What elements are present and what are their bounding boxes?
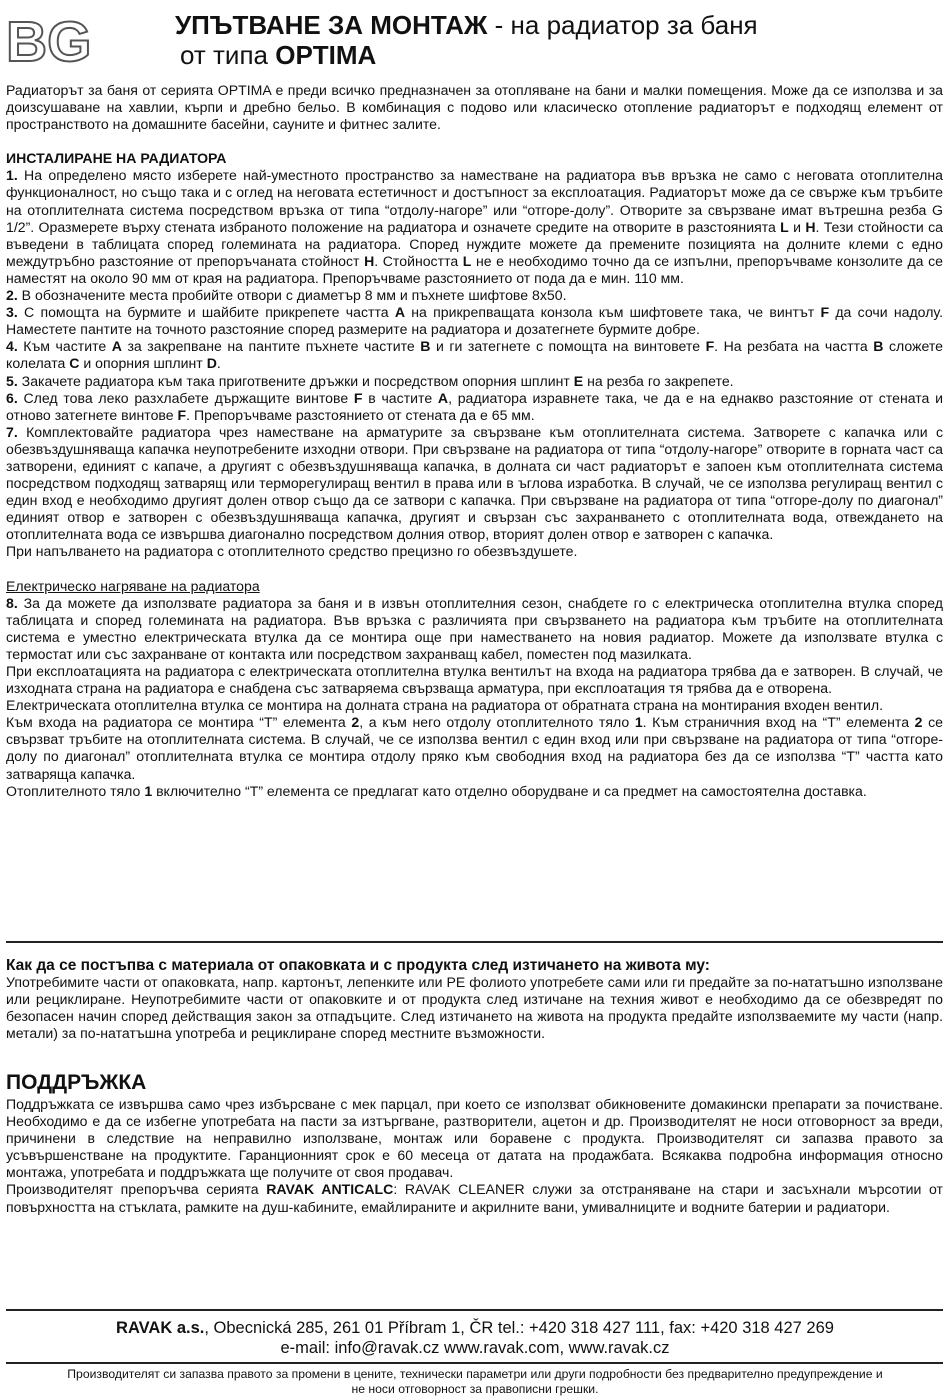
- step-6: [6, 390, 943, 424]
- step-4: [6, 338, 943, 372]
- step-3: [6, 304, 943, 338]
- text-segment: F: [820, 304, 830, 321]
- text-segment: . Препоръчваме разстоянието от стената да е 65 мм.: [186, 406, 535, 423]
- text-segment: F: [177, 406, 187, 423]
- text-segment: и ги затегнете с помощта на винтовете: [430, 338, 706, 355]
- electric-paragraph-4: [6, 714, 943, 782]
- step-7-note: При напълването на радиатора с отоплителното средство прецизно го обезвъздушете.: [6, 543, 578, 560]
- text-segment: 6.: [6, 389, 18, 406]
- text-segment: на прикрепващата конзола към шифтовете така, че винтът: [405, 304, 821, 321]
- company-address: , Obecnická 285, 261 01 Příbram 1, ČR tel.: +420 318 427 111, fax: +420 318 427 269: [204, 1319, 834, 1337]
- step-5: [6, 373, 943, 390]
- title-line-2: [175, 40, 758, 70]
- text-segment: в частите: [362, 389, 438, 406]
- text-segment: D: [206, 355, 217, 372]
- text-segment: RAVAK ANTICALC: [266, 1181, 394, 1198]
- text-segment: B: [873, 338, 884, 355]
- text-segment: , радиатора изравнете така, че да е на еднакво разстояние от стената и отново затегнете винтове: [6, 389, 943, 423]
- text-segment: . Към страничния вход на “T” елемента: [642, 714, 915, 731]
- text-segment: . На резбата на частта: [714, 338, 874, 355]
- text-segment: 5.: [6, 372, 18, 389]
- maintenance-heading: ПОДДРЪЖКА: [6, 1071, 147, 1094]
- text-segment: сложете колелата: [6, 338, 943, 372]
- footer-address-line: [0, 1318, 950, 1338]
- text-segment: Към входа на радиатора се монтира “T” елемента: [6, 714, 352, 731]
- title-model: OPTIMA: [275, 40, 377, 70]
- disclaimer: Производителят си запазва правото за промени в цените, технически параметри или други подробности без предварително предупреждение и не носи отговорност за правописни грешки.: [67, 1367, 883, 1396]
- maintenance-section: [6, 1096, 943, 1216]
- text-segment: 2: [351, 714, 360, 731]
- maintenance-text: Поддръжката се извършва само чрез избърсване с мек парцал, при което се използват обикновените домакински препарати за почистване. Необходимо е да се избегне употребата на пасти за изтъргване, разтворители, ацетон и др. Производителят не носи отговорност за вреди, причинени в следствие на неправилно използване, монтаж или боравене с продукта. Производителят си запазва правото за усъвършенстване на продуктите. Гаранционният срок е 60 месеца от датата на продажбата. Всякаква подробна информация относно монтажа, употребата и поддръжката ще получите от своя продавач.: [6, 1096, 943, 1181]
- page-title: [175, 10, 758, 70]
- text-segment: .: [216, 355, 221, 372]
- company-name: RAVAK a.s.: [116, 1319, 205, 1337]
- text-segment: Закачете радиатора към така приготвените дръжки и посредством опорния шплинт: [17, 372, 574, 389]
- text-segment: Отоплителното тяло: [6, 782, 145, 799]
- text-segment: 1: [634, 714, 643, 731]
- step-1: [6, 167, 943, 287]
- text-segment: 7.: [6, 423, 18, 440]
- text-segment: да сочи надолу. Наместете пантите на точното разстояние според размерите на радиатора и дозатегнете бурмите добре.: [6, 304, 943, 338]
- text-segment: F: [705, 338, 715, 355]
- text-segment: В обозначените места пробийте отвори с диаметър 8 мм и пъхнете шифтове 8х50.: [17, 287, 567, 304]
- text-segment: и: [788, 218, 806, 235]
- text-segment: на резба го закрепете.: [583, 372, 734, 389]
- text-segment: Производителят препоръчва серията: [6, 1181, 267, 1198]
- text-segment: H: [364, 252, 375, 269]
- text-segment: След това леко разхлабете държащите винтове: [17, 389, 354, 406]
- title-main: УПЪТВАНЕ ЗА МОНТАЖ: [175, 10, 488, 40]
- text-segment: С помощта на бурмите и шайбите прикрепете частта: [17, 304, 395, 321]
- electric-paragraph-2: При експлоатацията на радиатора с електрическата отоплителна втулка вентилът на входа на радиатора трябва да е затворен. В случай, че изходната страна на радиатора е снабдена със затваряема свързваща арматура, при експлоатация тя трябва да е отворена.: [6, 663, 943, 697]
- disposal-text: Употребимите части от опаковката, напр. картонът, лепенките или PE фолиото употребете сами или ги предайте за по-нататъшно използване или рециклиране. Неупотребимите части от опаковките и от продукта след изтичане на техния живот е необходимо да се обезвредят по безопасен начин според действащия закон за отпадъците. След изтичането на живота на продукта предайте използваемите му части (напр. метали) за по-нататъшна употреба и рециклиране според местните възможности.: [6, 974, 943, 1042]
- install-heading: ИНСТАЛИРАНЕ НА РАДИАТОРА: [6, 150, 227, 167]
- footer: [0, 1318, 950, 1358]
- text-segment: 2: [914, 714, 923, 731]
- title-line-1: [175, 10, 758, 40]
- text-segment: не е необходимо точно да се изпълни, препоръчваме конзолите да се наместят на около 90 мм от края на радиатора. Препоръчваме разстоянието от пода да е мин. 110 мм.: [6, 252, 943, 286]
- title-sub: - на радиатор за баня: [487, 10, 758, 40]
- text-segment: и опорния шплинт: [79, 355, 207, 372]
- step-8: [6, 595, 943, 663]
- maintenance-cleaner-text: [6, 1181, 943, 1215]
- divider-footer: [6, 1309, 943, 1311]
- text-segment: 3.: [6, 304, 18, 321]
- main-instructions: [6, 82, 943, 800]
- text-segment: 8.: [6, 594, 18, 611]
- text-segment: На определено място изберете най-уместното пространство за наместване на радиатора във връзка не само с неговата отоплителна функционалност, но също така и с оглед на неговата естетичност и достъпност за експлоатация. Радиаторът може да се свърже към тръбите на отоплителната система посредством връзка от типа “отдолу-нагоре” или “отгоре-долу”. Отворите за свързване имат вътрешна резба G 1/2”. Оразмерете върху стената избраното положение на радиатора и означете средите на отворите в разстоянията: [6, 167, 943, 235]
- electric-paragraph-5: [6, 783, 943, 800]
- text-segment: E: [573, 372, 584, 389]
- text-segment: Комплектовайте радиатора чрез наместване на арматурите за свързване към отоплителната система. Затворете с капачка или с обезвъздушняваща капачка неупотребените изходни отвори. При свързване на радиатора от типа “отдолу-нагоре” отворите в горната част са затворени, единият с капаче, а другият с обезвъздушняваща капачка, в долната си част радиаторът е запоен към отоплителната система посредством подходящ затварящ или терморегулиращ вентил в права или в ъглова изработка. В случай, че се използва регулиращ вентил с един вход е необходимо другият долен отвор също да се затвори с капачка. При свързване на радиатора от типа “отгоре-долу по диагонал” единият отвор е затворен с обезвъздушняваща капачка, другият и свързан със захранването с отоплителната вода, отвеждането на отоплителната вода се извършва диагонално посредством долния отвор, вторият долен отвор е затворен с капачка.: [6, 423, 943, 543]
- text-segment: 2.: [6, 287, 18, 304]
- text-segment: включително “T” елемента се предлагат като отделно оборудване и са предмет на самостоятелна доставка.: [152, 782, 867, 799]
- intro-paragraph: Радиаторът за баня от серията OPTIMA е преди всичко предназначен за отопляване на бани и малки помещения. Може да се използва и за доизсушаване на хавлии, кърпи и дребно бельо. В комбинация с подово или класическо отопление радиаторът е подходящ елемент от пространството на домашните басейни, сауните и фитнес залите.: [6, 82, 943, 133]
- text-segment: 1: [144, 782, 153, 799]
- text-segment: H: [805, 218, 816, 235]
- divider-bottom: [6, 1362, 943, 1364]
- text-segment: , а към него отдолу отоплителното тяло: [359, 714, 635, 731]
- step-7: [6, 424, 943, 544]
- step-2: [6, 287, 943, 304]
- text-segment: L: [462, 252, 472, 269]
- text-segment: A: [394, 304, 406, 321]
- text-segment: се свързват тръбите на отоплителната система. В случай, че се използва вентил с един вход или при свързване на радиатора от типа “отгоре-долу по диагонал” отоплителната втулка се монтира отдолу пряко към свободния вход на радиатора без да се използва “T” частта като затваряща капачка.: [6, 714, 943, 782]
- text-segment: B: [420, 338, 431, 355]
- disposal-section: [6, 957, 943, 1042]
- text-segment: 1.: [6, 167, 18, 184]
- text-segment: C: [69, 355, 80, 372]
- language-code: BG: [6, 10, 92, 74]
- text-segment: 4.: [6, 338, 18, 355]
- title-type: от типа: [180, 40, 276, 70]
- text-segment: F: [353, 389, 363, 406]
- electric-paragraph-3: Електрическата отоплителна втулка се монтира на долната страна на радиатора от обратната страна на монтирания входен вентил.: [6, 697, 884, 714]
- electric-heading: Електрическо нагряване на радиатора: [6, 577, 260, 594]
- text-segment: . Тези стойности са въведени в таблицата според големината на радиатора. Според нуждите можете да премените позицията на долните клеми с едно междутръбно разстояние от препоръчаната стойност: [6, 218, 944, 269]
- footer-contacts: e-mail: info@ravak.cz www.ravak.com, www.ravak.cz: [280, 1339, 670, 1357]
- text-segment: L: [780, 218, 789, 235]
- text-segment: За да можете да използвате радиатора за баня и в извън отоплителния сезон, снабдете го с електрическа отоплителна втулка според таблицата и според големината на радиатора. Във връзка с различията при свързването на радиатора към тръбите на отоплителната система е уместно електрическата втулка да се монтира още при наместването на новия радиатор. Можете да използвате втулка с термостат или със захранване от контакта или посредством захранващ кабел, поместен под мазилката.: [6, 594, 943, 662]
- text-segment: A: [111, 338, 122, 355]
- disposal-heading: Как да се постъпва с материала от опаковката и с продукта след изтичането на живота му:: [6, 957, 710, 974]
- text-segment: Към частите: [17, 338, 112, 355]
- text-segment: . Стойността: [374, 252, 463, 269]
- text-segment: за закрепване на пантите пъхнете частите: [121, 338, 421, 355]
- divider-top: [6, 941, 943, 943]
- text-segment: : RAVAK CLEANER служи за отстраняване на стари и засъхнали мърсотии от повърхността на стъклата, рамките на душ-кабините, емайлираните и акрилните вани, умивалниците и водните батерии и радиатори.: [6, 1181, 943, 1215]
- text-segment: A: [437, 389, 449, 406]
